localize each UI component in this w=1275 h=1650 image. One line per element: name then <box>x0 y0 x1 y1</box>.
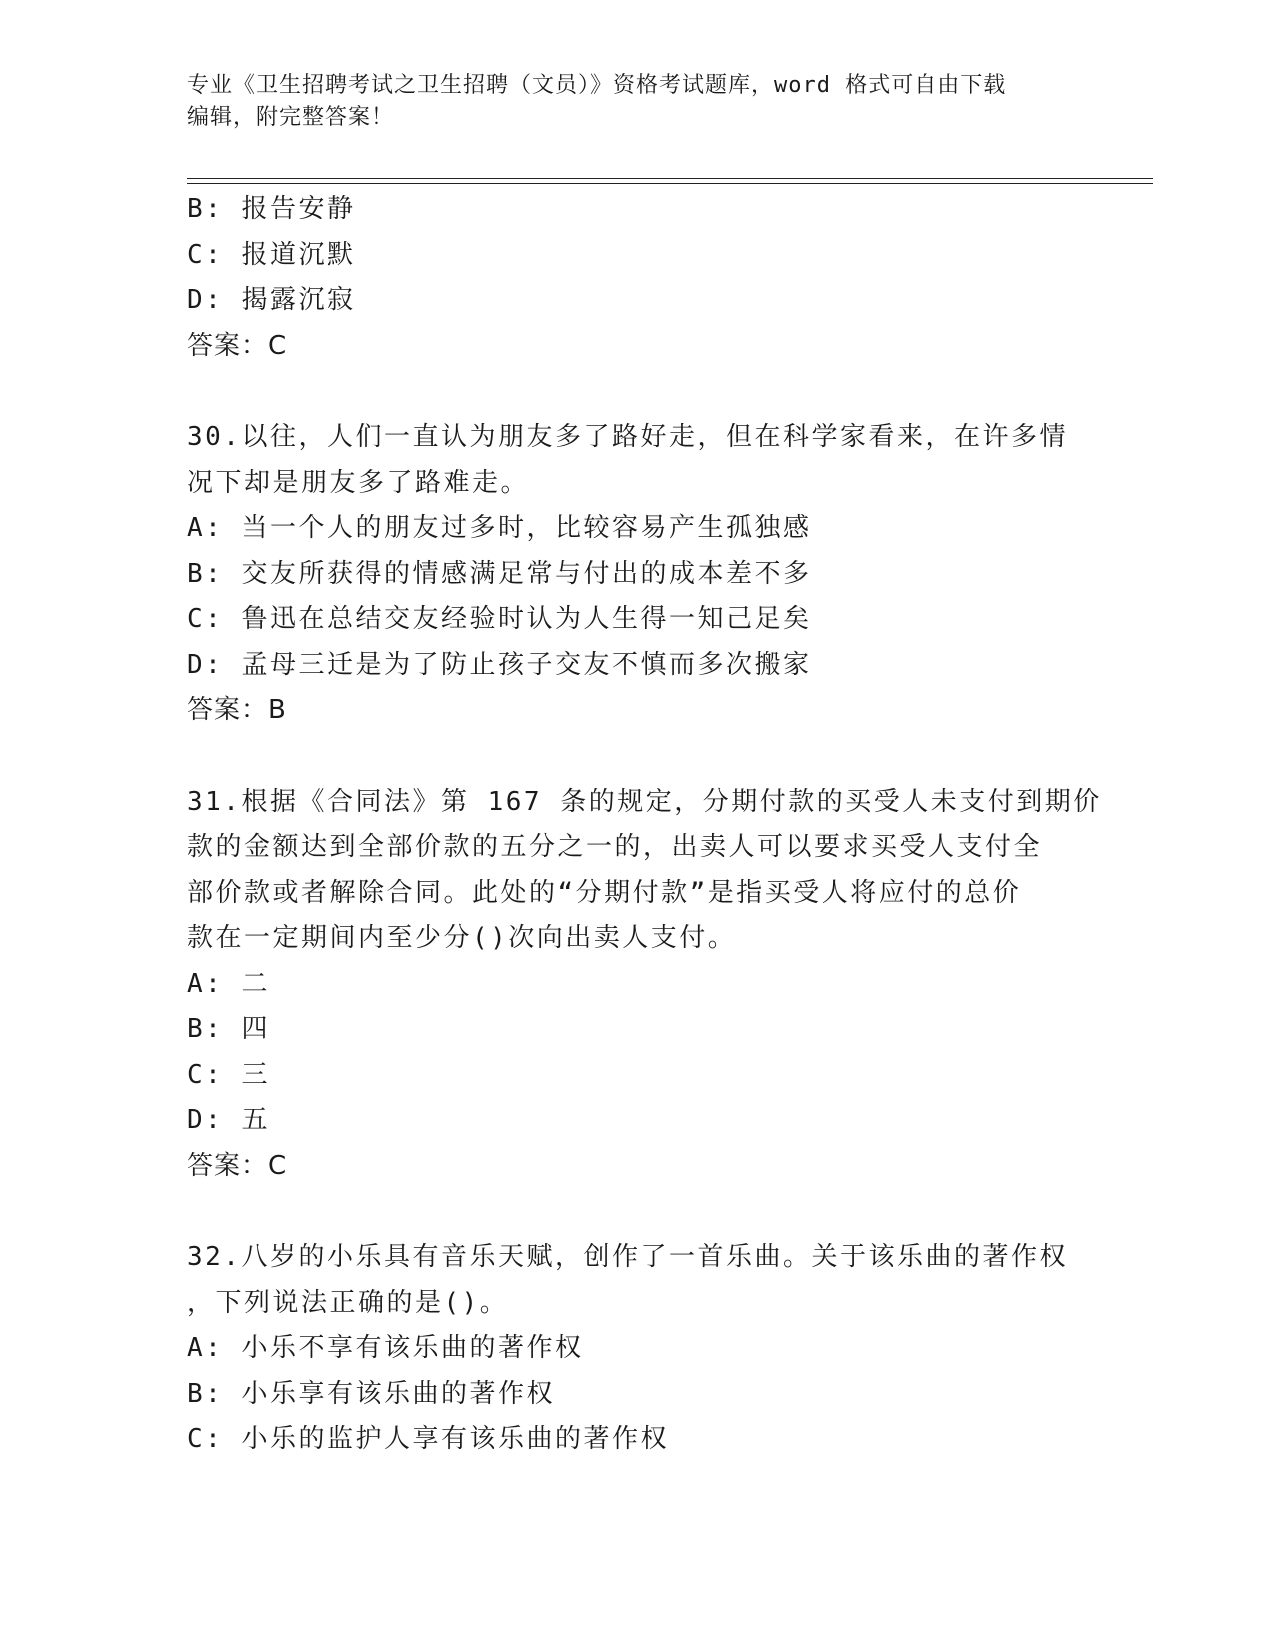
question-stem-line: 30.以往，人们一直认为朋友多了路好走，但在科学家看来，在许多情 <box>187 422 1068 452</box>
option-b: B: 四 <box>187 1014 270 1044</box>
option-d: D: 孟母三迁是为了防止孩子交友不慎而多次搬家 <box>187 649 812 680</box>
spacer <box>187 369 1087 415</box>
question-stem-line: 款的金额达到全部价款的五分之一的，出卖人可以要求买受人支付全 <box>187 832 1043 862</box>
option-c: C: 鲁迅在总结交友经验时认为人生得一知己足矣 <box>187 604 812 634</box>
header-line-2: 编辑，附完整答案！ <box>187 105 395 130</box>
option-a: A: 二 <box>187 968 270 999</box>
option-a: A: 当一个人的朋友过多时，比较容易产生孤独感 <box>187 513 812 543</box>
question-stem-line: 31.根据《合同法》第 167 条的规定，分期付款的买受人未支付到期价 <box>187 786 1102 817</box>
question-31 <box>187 780 1102 1190</box>
header-line-1: 专业《卫生招聘考试之卫生招聘（文员）》资格考试题库，word 格式可自由下载 <box>187 73 1007 98</box>
answer: 答案：C <box>187 330 288 361</box>
question-29-tail <box>187 187 1087 369</box>
option-c: C: 小乐的监护人享有该乐曲的著作权 <box>187 1424 669 1454</box>
question-stem-line: 32.八岁的小乐具有音乐天赋，创作了一首乐曲。关于该乐曲的著作权 <box>187 1242 1068 1272</box>
option-c: C: 三 <box>187 1059 270 1090</box>
option-d: D: 揭露沉寂 <box>187 285 356 315</box>
question-30 <box>187 415 1087 734</box>
option-b: B: 交友所获得的情感满足常与付出的成本差不多 <box>187 558 812 589</box>
spacer <box>187 734 1087 780</box>
question-stem-line: 款在一定期间内至少分()次向出卖人支付。 <box>187 923 737 953</box>
question-content <box>187 187 1102 1463</box>
option-b: B: 报告安静 <box>187 194 356 224</box>
question-stem-line: 部价款或者解除合同。此处的“分期付款”是指买受人将应付的总价 <box>187 877 1022 908</box>
page-header <box>187 70 1067 134</box>
option-b: B: 小乐享有该乐曲的著作权 <box>187 1378 555 1409</box>
header-divider-top <box>187 178 1153 179</box>
option-c: C: 报道沉默 <box>187 239 356 270</box>
header-divider-bottom <box>187 183 1153 184</box>
question-stem-line: 况下却是朋友多了路难走。 <box>187 467 530 498</box>
question-32 <box>187 1235 1087 1463</box>
answer: 答案：C <box>187 1150 288 1181</box>
option-a: A: 小乐不享有该乐曲的著作权 <box>187 1333 584 1363</box>
answer: 答案：B <box>187 695 287 725</box>
spacer <box>187 1189 1087 1235</box>
question-stem-line: ，下列说法正确的是()。 <box>187 1287 509 1318</box>
option-d: D: 五 <box>187 1105 270 1135</box>
